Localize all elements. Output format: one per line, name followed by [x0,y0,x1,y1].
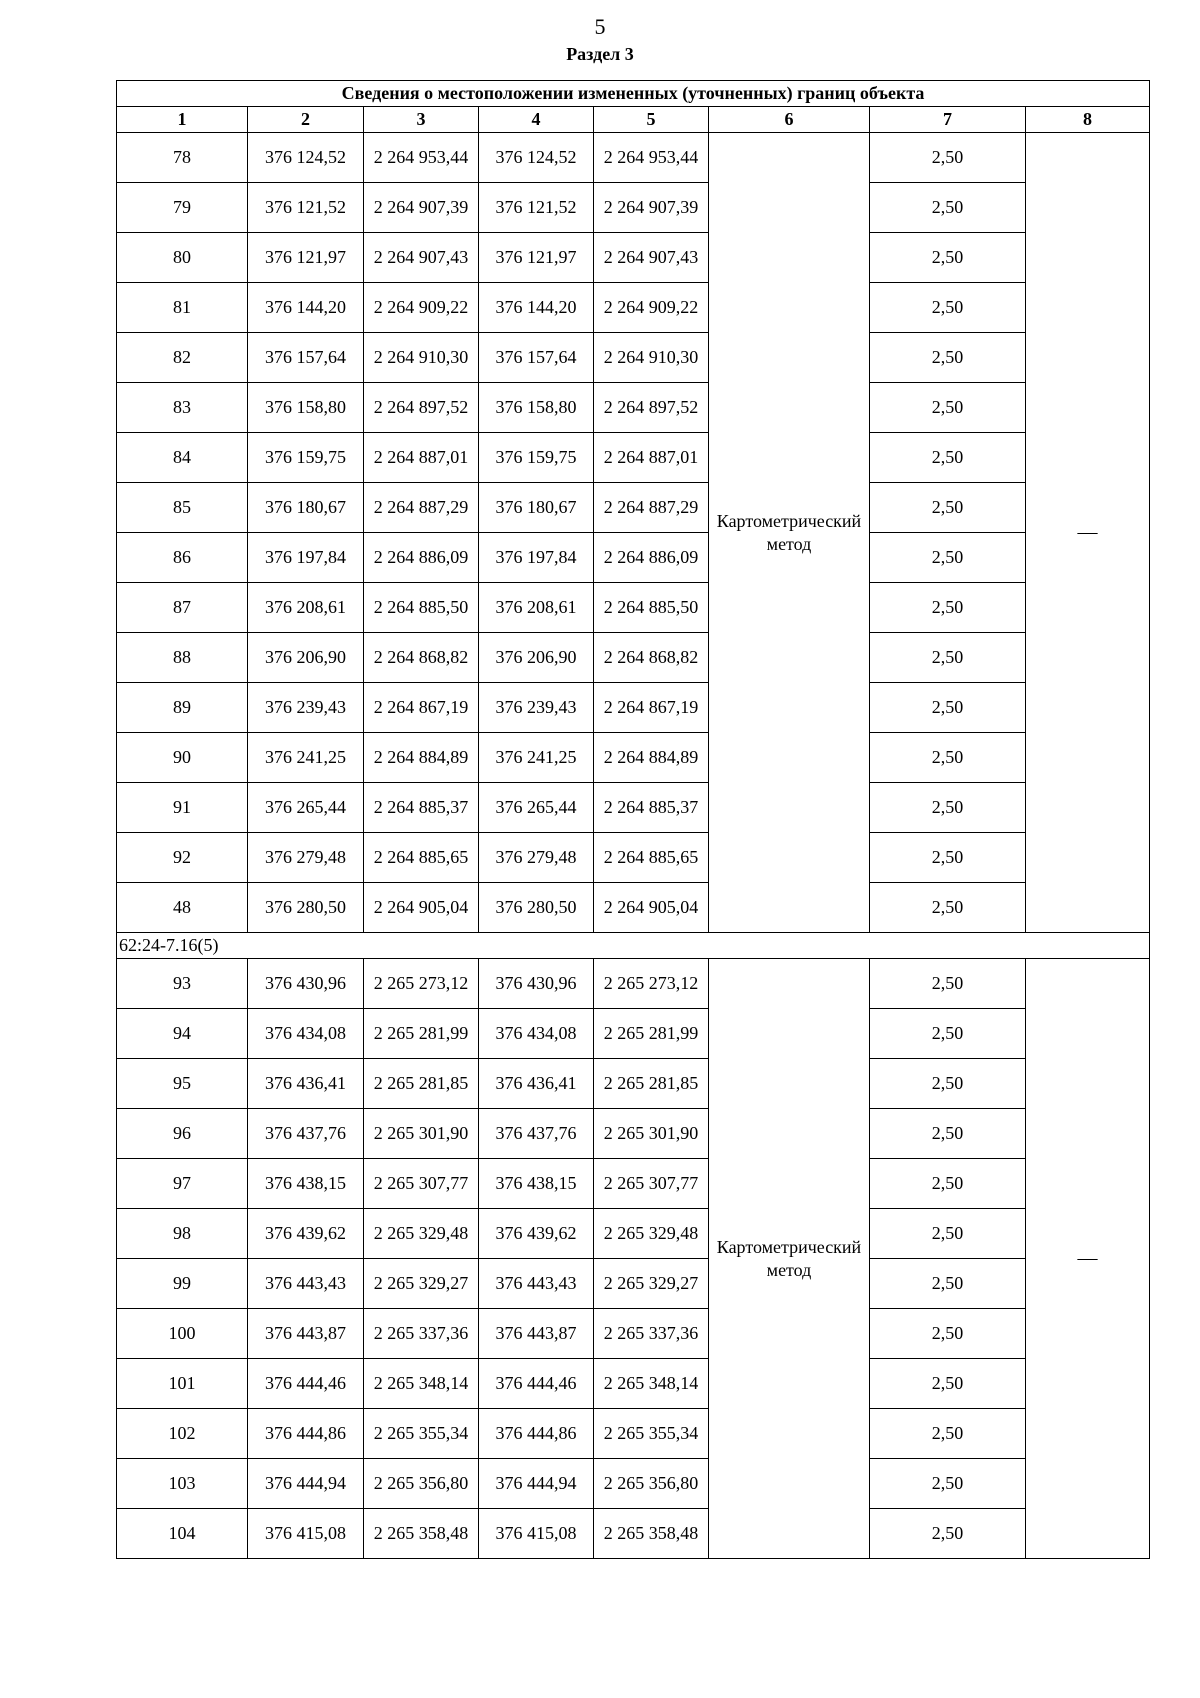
accuracy-value: 2,50 [870,283,1026,333]
x-existing: 376 436,41 [248,1059,364,1109]
x-existing: 376 208,61 [248,583,364,633]
y-existing: 2 265 355,34 [364,1409,479,1459]
point-number: 93 [117,959,248,1009]
y-existing: 2 265 356,80 [364,1459,479,1509]
x-new: 376 159,75 [479,433,594,483]
table-row [117,483,1150,533]
point-number: 99 [117,1259,248,1309]
point-number: 102 [117,1409,248,1459]
x-new: 376 434,08 [479,1009,594,1059]
point-number: 85 [117,483,248,533]
point-number: 80 [117,233,248,283]
y-existing: 2 264 910,30 [364,333,479,383]
y-new: 2 265 329,48 [594,1209,709,1259]
x-existing: 376 144,20 [248,283,364,333]
table-row [117,783,1150,833]
table-row [117,1009,1150,1059]
table-row [117,583,1150,633]
y-existing: 2 265 281,85 [364,1059,479,1109]
table-row [117,633,1150,683]
y-new: 2 265 355,34 [594,1409,709,1459]
y-new: 2 264 897,52 [594,383,709,433]
table-row [117,383,1150,433]
point-number: 90 [117,733,248,783]
x-existing: 376 415,08 [248,1509,364,1559]
y-new: 2 264 885,65 [594,833,709,883]
x-new: 376 280,50 [479,883,594,933]
table-row [117,533,1150,583]
point-number: 94 [117,1009,248,1059]
accuracy-value: 2,50 [870,1459,1026,1509]
accuracy-value: 2,50 [870,833,1026,883]
y-existing: 2 264 953,44 [364,133,479,183]
x-existing: 376 280,50 [248,883,364,933]
x-new: 376 438,15 [479,1159,594,1209]
x-existing: 376 443,87 [248,1309,364,1359]
point-number: 103 [117,1459,248,1509]
x-existing: 376 121,97 [248,233,364,283]
point-number: 88 [117,633,248,683]
column-number: 8 [1026,107,1150,133]
x-new: 376 157,64 [479,333,594,383]
table-row [117,1209,1150,1259]
x-new: 376 241,25 [479,733,594,783]
y-new: 2 265 273,12 [594,959,709,1009]
table-row [117,333,1150,383]
accuracy-value: 2,50 [870,533,1026,583]
x-new: 376 444,46 [479,1359,594,1409]
y-new: 2 265 301,90 [594,1109,709,1159]
y-existing: 2 264 885,50 [364,583,479,633]
table-row [117,1059,1150,1109]
y-existing: 2 264 897,52 [364,383,479,433]
x-new: 376 124,52 [479,133,594,183]
point-number: 86 [117,533,248,583]
y-new: 2 264 886,09 [594,533,709,583]
y-new: 2 264 905,04 [594,883,709,933]
method-cell: Картометрический метод [709,959,870,1559]
point-number: 78 [117,133,248,183]
point-number: 100 [117,1309,248,1359]
y-existing: 2 264 907,39 [364,183,479,233]
note-cell: — [1026,959,1150,1559]
x-new: 376 144,20 [479,283,594,333]
accuracy-value: 2,50 [870,683,1026,733]
y-new: 2 264 868,82 [594,633,709,683]
section-title: Раздел 3 [566,44,634,64]
accuracy-value: 2,50 [870,633,1026,683]
accuracy-value: 2,50 [870,333,1026,383]
point-number: 83 [117,383,248,433]
x-existing: 376 444,94 [248,1459,364,1509]
x-existing: 376 439,62 [248,1209,364,1259]
x-new: 376 443,43 [479,1259,594,1309]
x-new: 376 265,44 [479,783,594,833]
point-number: 48 [117,883,248,933]
y-existing: 2 265 348,14 [364,1359,479,1409]
accuracy-value: 2,50 [870,183,1026,233]
x-existing: 376 437,76 [248,1109,364,1159]
column-number: 4 [479,107,594,133]
x-existing: 376 279,48 [248,833,364,883]
table-row [117,1109,1150,1159]
group-label: 62:24-7.16(5) [117,933,1150,959]
x-existing: 376 180,67 [248,483,364,533]
y-existing: 2 265 358,48 [364,1509,479,1559]
y-existing: 2 265 307,77 [364,1159,479,1209]
x-new: 376 158,80 [479,383,594,433]
y-existing: 2 264 868,82 [364,633,479,683]
method-cell: Картометрический метод [709,133,870,933]
point-number: 81 [117,283,248,333]
accuracy-value: 2,50 [870,959,1026,1009]
y-new: 2 265 307,77 [594,1159,709,1209]
x-existing: 376 444,86 [248,1409,364,1459]
column-number: 7 [870,107,1026,133]
y-new: 2 264 885,50 [594,583,709,633]
table-row [117,683,1150,733]
y-new: 2 264 907,39 [594,183,709,233]
point-number: 89 [117,683,248,733]
y-existing: 2 265 329,27 [364,1259,479,1309]
y-existing: 2 264 867,19 [364,683,479,733]
accuracy-value: 2,50 [870,1509,1026,1559]
x-new: 376 279,48 [479,833,594,883]
point-number: 82 [117,333,248,383]
point-number: 79 [117,183,248,233]
point-number: 97 [117,1159,248,1209]
accuracy-value: 2,50 [870,1159,1026,1209]
x-existing: 376 239,43 [248,683,364,733]
x-new: 376 121,97 [479,233,594,283]
table-row [117,1359,1150,1409]
x-existing: 376 157,64 [248,333,364,383]
note-cell: — [1026,133,1150,933]
y-existing: 2 264 887,29 [364,483,479,533]
column-number: 6 [709,107,870,133]
column-number: 2 [248,107,364,133]
y-existing: 2 264 885,65 [364,833,479,883]
x-existing: 376 443,43 [248,1259,364,1309]
x-existing: 376 158,80 [248,383,364,433]
point-number: 101 [117,1359,248,1409]
y-new: 2 265 358,48 [594,1509,709,1559]
y-new: 2 264 885,37 [594,783,709,833]
point-number: 91 [117,783,248,833]
accuracy-value: 2,50 [870,883,1026,933]
point-number: 104 [117,1509,248,1559]
accuracy-value: 2,50 [870,1359,1026,1409]
x-new: 376 437,76 [479,1109,594,1159]
table-row [117,1309,1150,1359]
point-number: 98 [117,1209,248,1259]
x-new: 376 430,96 [479,959,594,1009]
accuracy-value: 2,50 [870,1209,1026,1259]
y-new: 2 264 907,43 [594,233,709,283]
y-existing: 2 264 909,22 [364,283,479,333]
table-row [117,1409,1150,1459]
x-existing: 376 124,52 [248,133,364,183]
column-number: 5 [594,107,709,133]
table-row [117,283,1150,333]
y-existing: 2 265 273,12 [364,959,479,1009]
y-existing: 2 265 281,99 [364,1009,479,1059]
accuracy-value: 2,50 [870,783,1026,833]
table-row [117,1159,1150,1209]
y-existing: 2 265 337,36 [364,1309,479,1359]
y-existing: 2 264 887,01 [364,433,479,483]
x-new: 376 197,84 [479,533,594,583]
table-caption: Сведения о местоположении измененных (уточненных) границ объекта [117,81,1150,107]
table-body [117,133,1150,1559]
accuracy-value: 2,50 [870,433,1026,483]
accuracy-value: 2,50 [870,1309,1026,1359]
y-existing: 2 264 905,04 [364,883,479,933]
table-row [117,233,1150,283]
accuracy-value: 2,50 [870,733,1026,783]
y-new: 2 264 887,29 [594,483,709,533]
table-row [117,1259,1150,1309]
page-number: 5 [594,14,606,39]
accuracy-value: 2,50 [870,1109,1026,1159]
x-new: 376 415,08 [479,1509,594,1559]
x-existing: 376 438,15 [248,1159,364,1209]
y-new: 2 265 329,27 [594,1259,709,1309]
y-existing: 2 264 907,43 [364,233,479,283]
x-new: 376 436,41 [479,1059,594,1109]
table-row [117,1509,1150,1559]
accuracy-value: 2,50 [870,233,1026,283]
table-row [117,959,1150,1009]
y-new: 2 264 953,44 [594,133,709,183]
y-new: 2 264 884,89 [594,733,709,783]
y-existing: 2 264 886,09 [364,533,479,583]
y-existing: 2 265 329,48 [364,1209,479,1259]
y-new: 2 265 281,85 [594,1059,709,1109]
table-row [117,183,1150,233]
y-new: 2 264 867,19 [594,683,709,733]
accuracy-value: 2,50 [870,1059,1026,1109]
x-existing: 376 197,84 [248,533,364,583]
accuracy-value: 2,50 [870,483,1026,533]
x-new: 376 444,94 [479,1459,594,1509]
y-existing: 2 265 301,90 [364,1109,479,1159]
point-number: 95 [117,1059,248,1109]
table-row [117,1459,1150,1509]
x-existing: 376 444,46 [248,1359,364,1409]
y-new: 2 264 909,22 [594,283,709,333]
x-new: 376 208,61 [479,583,594,633]
point-number: 96 [117,1109,248,1159]
table-row [117,833,1150,883]
x-existing: 376 434,08 [248,1009,364,1059]
x-existing: 376 430,96 [248,959,364,1009]
x-new: 376 443,87 [479,1309,594,1359]
point-number: 84 [117,433,248,483]
column-number-row [117,107,1150,133]
table-row [117,133,1150,183]
x-existing: 376 121,52 [248,183,364,233]
x-new: 376 439,62 [479,1209,594,1259]
x-existing: 376 265,44 [248,783,364,833]
y-new: 2 264 887,01 [594,433,709,483]
x-existing: 376 206,90 [248,633,364,683]
x-new: 376 444,86 [479,1409,594,1459]
table-row [117,883,1150,933]
x-new: 376 121,52 [479,183,594,233]
x-new: 376 180,67 [479,483,594,533]
y-new: 2 265 281,99 [594,1009,709,1059]
y-new: 2 265 348,14 [594,1359,709,1409]
point-number: 92 [117,833,248,883]
accuracy-value: 2,50 [870,133,1026,183]
y-new: 2 265 356,80 [594,1459,709,1509]
table-row [117,733,1150,783]
column-number: 1 [117,107,248,133]
accuracy-value: 2,50 [870,583,1026,633]
x-existing: 376 159,75 [248,433,364,483]
x-new: 376 239,43 [479,683,594,733]
accuracy-value: 2,50 [870,1259,1026,1309]
y-existing: 2 264 884,89 [364,733,479,783]
accuracy-value: 2,50 [870,1009,1026,1059]
column-number: 3 [364,107,479,133]
group-label-row [117,933,1150,959]
y-existing: 2 264 885,37 [364,783,479,833]
table-row [117,433,1150,483]
boundary-table [116,80,1150,1559]
y-new: 2 265 337,36 [594,1309,709,1359]
point-number: 87 [117,583,248,633]
accuracy-value: 2,50 [870,1409,1026,1459]
x-existing: 376 241,25 [248,733,364,783]
y-new: 2 264 910,30 [594,333,709,383]
accuracy-value: 2,50 [870,383,1026,433]
x-new: 376 206,90 [479,633,594,683]
